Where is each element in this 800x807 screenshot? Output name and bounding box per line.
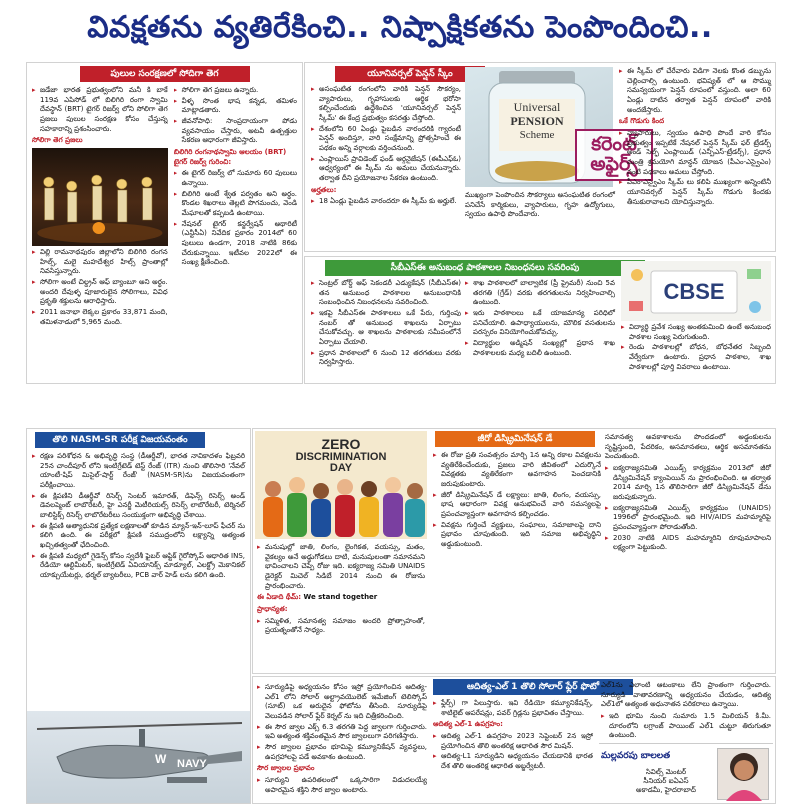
jar-line-2: PENSION	[510, 113, 564, 128]
tiger-article	[26, 62, 303, 384]
zero-point: ▸ ఐక్యరాజ్యసమితి ఎయిడ్స్ కార్యక్రమం 2013లో జీరో డిస్క్రిమినేషన్ క్యాంపెయిన్ ను ప్రారంభించింది. ఆ తర్వాత 2014 మార్చి 1న తొలిసారిగా జీరో డిస్క్రిమినేషన్ డేను జరుపుకున్నారు.	[605, 464, 771, 503]
tribal-dance-illustration	[32, 148, 168, 246]
tiger-point: ▸ నేషనల్ టైగర్ కన్జర్వేషన్ అథారిటీ (ఎన్టీసీఏ) నివేదిక ప్రకారం 2014లో 60 పులులు ఉండగా, 2018 నాటికి 86కు చేరుకున్నాయి. ఇటీవల 2022లో ఈ సంఖ్య క్షీణించింది.	[174, 220, 297, 268]
zero-col-1	[257, 543, 425, 637]
eligibility-text: ▸ 18 ఏండ్లు పైబడిన వారందరూ ఈ స్కీమ్ కు అర్హులే.	[311, 197, 461, 207]
zero-col-3	[605, 433, 771, 554]
aditya-right-para: ఎల్1ను ఎలాంటి ఆటంకాలు లేని ప్రాంతంగా గుర్తించారు. సూర్యుడి వాతావరణాన్ని అధ్యయనం చేయడం, ఆదిత్య ఎల్1లో అత్యంత అధునాతన పరికరాలు ఉన్నాయి.	[601, 681, 771, 709]
pension-below-image: ముఖ్యంగా పెంపొందిన సౌకర్యాలు అసంఘటిత రంగంలో పనిచేసే కార్మికులు, వ్యాపారులు, గృహ ఉద్యోగులు, స్వయం ఉపాధి పొందేవారు.	[465, 191, 615, 219]
nasm-article	[26, 428, 251, 804]
pension-point: ▸ వ్యాపారులు, స్వయం ఉపాధి పొందే వారి కోసం ప్రభుత్వం ఇప్పటికే నేషనల్ పెన్షన్ స్కీమ్ ఫర్ ట్రేడర్స్ అండ్ సెల్ఫ్ ఎంప్లాయిడ్ (ఎన్పీఎస్-ట్రేడర్స్), ప్రధాన మంత్రి శ్రమయోగి మాన్ధన్ యోజన (పీఎం-ఎస్వైఎం) వంటి పథకాలు అమలు చేస్తోంది.	[619, 129, 771, 177]
cbse-point: ▸ విద్యార్థుల అడ్మిషన్ సంఖ్యల్లో ప్రధాన శాఖ పాఠశాలలకు మధ్య బదిలీ ఉంటుంది.	[465, 339, 615, 358]
zero-discrimination-poster	[255, 431, 427, 539]
jar-label	[499, 101, 575, 141]
aditya-point: ▸ ఆదిత్య-L1 సూర్యుడిని అధ్యయనం చేయడానికి భారత దేశ తొలి అంతరిక్ష ఆధారిత అబ్జర్వేటరీ.	[433, 752, 593, 771]
pension-point: ▸ దేశంలోని 60 ఏండ్లు పైబడిన వారందరికి గ్యారంటీ పెన్షన్ అందిస్తూ, వారి సంక్షేమాన్ని ప్రోత్సహించే ఈ పథకం అన్ని వర్గాలకు వర్తించనుంది.	[311, 125, 461, 154]
author-org: సీనియర్ ఐఏఎస్	[643, 777, 689, 786]
pension-col-1	[311, 85, 461, 208]
zero-right-para: సమానత్వ అవకాశాలను పొందడంలో అడ్డంకులను సృష్టిస్తుంది, పేదరికం, అసమానతలు, ఆర్థిక అసమానతను పెంచుతుంది.	[605, 433, 771, 461]
cbse-point: ▸ విద్యార్థి ప్రవేశ సంఖ్య అంతకుమించి ఉంటే అనుబంధ పాఠశాల సంఖ్య పెరుగుతుంది.	[621, 323, 771, 342]
tribal-dance-photo	[32, 148, 168, 246]
pension-point: ▸ ఎంప్లాయిస్ ప్రావిడెంట్ ఫండ్ ఆర్గనైజేషన్ (ఈపీఎఫ్ఓ) ఆధ్వర్యంలో ఈ స్కీమ్ ను అమలు చేయనున్నారు. తర్వాత దీని ప్రయోజనాల సేకరణ ఉంటుంది.	[311, 155, 461, 184]
navy-label: NAVY	[177, 758, 207, 770]
nasm-point: ▸ ఈ క్షిపణిని డీఆర్డీవో రిసెర్చ్ సెంటర్ ఇమారత్, డిఫెన్స్ రిసెర్చ్ అండ్ డెవలప్మెంట్ లాబొరేటరీ, హై ఎనర్జీ మెటీరియల్స్ రిసెర్చ్ లాబొరేటరీ, టెర్మినల్ బాలిస్టిక్స్ రిసెర్చ్ లాబొరేటరీలు సంయుక్తంగా అభివృద్ధి చేశాయి.	[32, 492, 245, 521]
zero-point: ▸ వివక్షను గుర్తించే వ్యక్తులు, సంఘాలు, సమాజాలపై దాని ప్రభావం చూపుతుంది. ఇది సమాజ అభివృద్ధిని అడ్డుకుంటుంది.	[433, 521, 601, 550]
tiger-point: ▸ సోలిగా తెగ ప్రజలు ఉన్నారు.	[174, 86, 297, 96]
cbse-point: ▸ ఇకపై సీబీఎస్ఈ పాఠశాలలు ఒకే పేరు, గుర్తింపు నంబర్ తో అనుబంధ శాఖలను ఏర్పాటు చేసుకోవచ్చు. ఆ శాఖలను పాఠశాలకు సమీపంలోనే ఏర్పాటు చేయాలి.	[311, 309, 461, 348]
cbse-logo-text: CBSE	[663, 279, 725, 304]
navy-helicopter-photo	[27, 711, 251, 803]
zero-point: ▸ సమ్మిళిత, సమానత్వ సమాజం అందరి ప్రోత్సాహంతో, ప్రయత్నంతోనే సాధ్యం.	[257, 617, 425, 636]
pension-col-3	[619, 67, 771, 208]
author-name: మల్లవరపు బాలలత	[601, 751, 671, 761]
poster-line-1: ZERO	[321, 436, 361, 452]
tiger-sub: సోలిగా తెగ ప్రజలు	[32, 136, 83, 145]
pension-col-2	[465, 191, 615, 222]
poster-heading	[255, 437, 427, 475]
aditya-point: ▸ ఫ్లేర్స్) గా పిలుస్తారు. ఇవి రేడియో కమ్యూనికేషన్స్, శాటిలైట్ ఆపరేషన్లు, పవర్ గ్రిడ్లను ప్రభావితం చేస్తాయి.	[433, 699, 593, 718]
pension-point: ▸ పీఎం-ఎస్వైఎం స్కీమ్ లు కలిపి ముఖ్యంగా అన్నింటినీ యూనివర్సల్ పెన్షన్ స్కీమ్ గొడుగు కిందకు తీసుకురావాలని యోచిస్తున్నారు.	[619, 178, 771, 207]
aditya-point: ▸ సూర్యుడిపై అధ్యయనం కోసం ఇస్రో ప్రయోగించిన ఆదిత్య-ఎల్1 లోని సోలార్ అల్ట్రావయొలెట్ ఇమేజింగ్ టెలిస్కోప్ (సూట్) ఒక అరుదైన ఫోటోను తీసింది. సూర్యుడిపై వెలువడిన సోలార్ ఫ్లేర్ కెర్నల్ ను ఇది చిత్రీకరించింది.	[257, 683, 427, 722]
helicopter-illustration	[27, 711, 251, 803]
theme-label: ఈ ఏడాది థీమ్:	[257, 593, 302, 602]
zero-point: ▸ ఐక్యరాజ్యసమితి ఎయిడ్స్ కార్యక్రమం (UNAIDS) 1996లో ప్రారంభమైంది. ఇది HIV/AIDS మహమ్మారిపై ప్రపంచవ్యాప్తంగా పోరాడుతోంది.	[605, 504, 771, 533]
nasm-title: తొలి NASM-SR పరీక్ష విజయవంతం	[35, 432, 205, 448]
aditya-article	[252, 676, 776, 804]
author-portrait	[718, 749, 770, 801]
cbse-point: ▸ ప్రధాన పాఠశాలలో 6 నుంచి 12 తరగతులు వరకు నిర్వహిస్తారు.	[311, 349, 461, 368]
pension-right-sub: ఒకే గొడుగు కింద	[619, 117, 665, 126]
zero-point: ▸ జీరో డిస్క్రిమినేషన్ డే లక్ష్యాలు: జాతి, లింగం, వయస్సు, భాష ఆధారంగా వివక్ష అనుభవించే వారి సమస్యలపై ప్రపంచవ్యాప్తంగా అవగాహన కల్పించడం.	[433, 491, 601, 520]
aditya-col-1	[257, 683, 427, 796]
tiger-col-1	[32, 86, 168, 328]
pension-article	[304, 62, 776, 252]
zero-title: జీరో డిస్క్రిమినేషన్ డే	[435, 431, 595, 447]
theme-value: We stand together	[303, 593, 378, 602]
tiger-point: ▸ వీళ్ళ సొంత భాష కన్నడ, తమిళం మాట్లాడతారు.	[174, 97, 297, 116]
nasm-body	[27, 452, 250, 581]
purpose-label: ప్రాధాన్యత:	[257, 604, 288, 613]
author-city: అకాడమీ, హైదరాబాద్	[636, 786, 696, 795]
tiger-reserve-heading: బిలిగిరి రంగనాథస్వామి ఆలయం (BRT) టైగర్ రిజర్వ్ గురించి:	[173, 147, 287, 166]
cbse-logo-image	[621, 261, 771, 321]
aditya-title: ఆదిత్య-ఎల్ 1 తొలి సోలార్ ఫ్లేర్ ఫొటో	[433, 679, 633, 695]
eligibility-label: అర్హతలు:	[311, 185, 337, 194]
cbse-col-3	[621, 323, 771, 373]
aditya-point: ▸ ఆదిత్య ఎల్-1 ఉపగ్రహం 2023 సెప్టెంబర్ 2న ఇస్రో ప్రయోగించిన తొలి అంతరిక్ష ఆధారిత సౌర మిషన్.	[433, 732, 593, 751]
cbse-title: సీబీఎస్ఈ అనుబంధ పాఠశాలల నిబంధనలు సవరింపు	[325, 260, 645, 276]
aditya-point: ▸ ఈ సౌర జ్వాల ఎక్స్ 6.3 తరగతి పెద్ద జ్వాలగా గుర్తించారు. ఇవి అత్యంత శక్తివంతమైన సౌర జ్వాలలుగా పరిగణిస్తారు.	[257, 723, 427, 742]
tiger-point: ▸ జడేజా భారత ప్రభుత్వంలోని మనీ కి బాకే 119వ ఎపిసోడ్ లో బిలిగిరి రంగా స్వామి దేవస్థాన్ (BRT) టైగర్ రిజర్వ్ లోని సోలిగా తెగ ప్రజలు పులుల సంరక్షణ కోసం చేస్తున్న సహకారాన్ని ప్రశంసించారు.	[32, 86, 168, 134]
tiger-col-2	[174, 86, 297, 328]
poster-line-2: DISCRIMINATION	[295, 450, 387, 463]
author-role: సివిల్స్ మెంటర్	[645, 768, 687, 776]
cbse-point: ▸ రెండు పాఠశాలల్లో బోధన, బోధనేతర సిబ్బంది వేర్వేరుగా ఉంటారు. ప్రధాన పాఠశాల, శాఖ పాఠశాలల్లో పూర్తి వివరాలు ఉంటాయి.	[621, 343, 771, 372]
nasm-point: ▸ ఈ క్షిపణి అత్యాధునిక ప్రత్యేక లక్షణాలతో కూడిన మ్యాన్-ఇన్-లూప్ ఫీచర్ ను కలిగి ఉంది. ఈ పరీక్షలో క్షిపణి సముద్రంలోని లక్ష్యాన్ని అత్యంత ఖచ్చితత్వంతో ఛేదించింది.	[32, 522, 245, 551]
cbse-point: ▸ ఇరు పాఠశాలలు ఒకే యాజమాన్య పరిధిలో పనిచేయాలి. ఉపాధ్యాయులను, మౌలిక వసతులను పరస్పరం వినియోగించుకోవచ్చు.	[465, 309, 615, 338]
jar-line-1: Universal	[513, 100, 561, 114]
tiger-point: ▸ విల్లి రామనాథపురం జిల్లాలోని బిలిగిరి రంగన హిల్స్, మలై మహదేశ్వర హిల్స్ ప్రాంతాల్లో నివసిస్తున్నారు.	[32, 248, 168, 277]
zero-point: ▸ ఈ రోజు ప్రతి సంవత్సరం మార్చి 1న అన్ని రకాల వివక్షలను వ్యతిరేకించేందుకు, ప్రజలు వారి జీవితంలో ఎదుర్కొనే వివక్షతకు వ్యతిరేకంగా అవగాహన పెంచడానికి జరుపుకుంటారు.	[433, 451, 601, 490]
cbse-article	[304, 256, 776, 384]
tail-letter: W	[155, 752, 167, 766]
cbse-col-2	[465, 279, 615, 359]
aditya-col-3	[601, 681, 771, 742]
tiger-point: ▸ ఈ టైగర్ రిజర్వ్ లో సుమారు 60 పులులు ఉన్నాయి.	[174, 169, 297, 188]
pension-point: ▸ ఈ స్కీమ్ లో చేరేవారు విడిగా నెలకు కొంత డబ్బును చెల్లించాల్సి ఉంటుంది. భవిష్యత్ లో ఆ సొమ్ము సమన్వయంగా పెన్షన్ రూపంలో వస్తుంది. అలా 60 ఏండ్లు దాటిన తర్వాత పెన్షన్ రూపంలో వారికి అందజేస్తారు.	[619, 67, 771, 115]
tiger-point: ▸ సోలిగా అంటే చిల్డ్రన్ ఆఫ్ బ్యాంబూ అని అర్థం. అందరి దేవుళ్ళ పూజారులైన సోలిగాలు, వివిధ ప్రకృతి శక్తులను ఆరాధిస్తారు.	[32, 278, 168, 307]
poster-line-3: DAY	[329, 462, 353, 475]
tiger-title: పులుల సంరక్షణలో సోదిగా తెగ	[80, 66, 250, 82]
aditya-col-2	[433, 699, 593, 773]
author-photo	[717, 748, 769, 800]
aditya-point: ▸ ఇది భూమి నుంచి సుమారు 1.5 మిలియన్ కి.మీ. దూరంలోని లగ్రాంజ్ పాయింట్ ఎల్1 చుట్టూ తిరుగుతూ ఉంటుంది.	[601, 712, 771, 741]
aditya-col2-sub: ఆదిత్య ఎల్-1 ఉపగ్రహం:	[433, 720, 503, 729]
tiger-point: ▸ 2011 జనాభా లెక్కల ప్రకారం 33,871 మంది, తమిళనాడులో 5,965 మంది.	[32, 308, 168, 327]
page-headline: వివక్షతను వ్యతిరేకించి.. నిష్పాక్షికతను పెంపొందించి..	[87, 10, 713, 46]
aditya-point: ▸ సౌర జ్వాలల ప్రభావం భూమిపై కమ్యూనికేషన్ వ్యవస్థలు, ఉపగ్రహాలపై పడే అవకాశం ఉంటుంది.	[257, 743, 427, 762]
zero-discrimination-article	[252, 428, 776, 674]
cbse-point: ▸ శాఖ పాఠశాలలో బాల్వాటిక (ప్రీ ప్రైమరీ) నుంచి 5వ తరగతి (గ్రేడ్) వరకు తరగతులను నిర్వహించాల్సి ఉంటుంది.	[465, 279, 615, 308]
zero-col-2	[433, 451, 601, 551]
pension-point: ▸ అసంఘటిత రంగంలోని వారికి పెన్షన్ సౌకర్యం, వ్యాపారులు, గృహాసులకు ఆర్థిక భరోసా కల్పించేందుకు ఉద్దేశించిన 'యూనివర్సల్ పెన్షన్ స్కీమ్' ఈ కేంద్ర ప్రభుత్వం కసరత్తు చేస్తోంది.	[311, 85, 461, 124]
zero-point: ▸ 2030 నాటికి AIDS మహమ్మారిని రూపుమాపాలని లక్ష్యంగా పెట్టుకుంది.	[605, 534, 771, 553]
nasm-point: ▸ రక్షణ పరిశోధన & అభివృద్ధి సంస్థ (డీఆర్డీవో), భారత నావికాదళం ఫిబ్రవరి 25న చాందీపూర్ లోని ఇంటిగ్రేటెడ్ టెస్ట్ రేంజ్ (ITR) నుంచి తొలిసారి 'నేవల్ యాంటీ-షిప్ మిసైల్-షార్ట్ రేంజ్' (NASM-SR)ను విజయవంతంగా పరీక్షించాయి.	[32, 452, 245, 491]
tiger-point: ▸ జీవనోపాధి: సాంప్రదాయంగా పోడు వ్యవసాయం చేస్తారు, అటవీ ఉత్పత్తుల సేకరణ ఆధారంగా జీవిస్తారు.	[174, 117, 297, 146]
tiger-point: ▸ బిలిగిరి అంటే శ్వేత పర్వతం అని అర్థం. కొండల శిఖరాలు తెల్లటి పొగమంచు, వెండి మేఘాలతో కప్పబడి ఉంటాయి.	[174, 190, 297, 219]
author-details	[621, 768, 711, 795]
pension-title: యూనివర్సల్ పెన్షన్ స్కీం	[335, 66, 485, 82]
nasm-point: ▸ ఈ క్షిపణి మధ్యలో గైడెన్స్ కోసం స్వదేశీ ఫైబర్ ఆప్టిక్ గైరోస్కోప్ ఆధారిత INS, రేడియో ఆల్టిమీటర్, ఇంటిగ్రేటెడ్ ఏవియానిక్స్ మాడ్యూల్, ఎలక్ట్రో మెకానికల్ యాక్చుయేటర్లు, థర్మల్ బ్యాటరీలు, PCB వార్ హెడ్ లను కలిగి ఉంది.	[32, 552, 245, 581]
theme-line	[257, 593, 425, 603]
cbse-col-1	[311, 279, 461, 369]
aditya-sub: సౌర జ్వాలల ప్రభావం	[257, 764, 315, 773]
cbse-point: ▸ సెంట్రల్ బోర్డ్ ఆఫ్ సెకండరీ ఎడ్యుకేషన్ (సీబీఎస్ఈ) తన అనుబంధ పాఠశాలల అనుబంధానికి సంబంధించిన నిబంధనలను సవరించింది.	[311, 279, 461, 308]
tag-line-1: కరెంట్	[591, 133, 637, 155]
author-card	[599, 743, 773, 801]
jar-line-3: Scheme	[519, 128, 555, 141]
tag-line-2: అఫైర్స్	[590, 152, 638, 175]
zero-point: ▸ మనుషుల్లో జాతి, లింగం, లైంగికత, వయస్సు, మతం, వైకల్యం అనే అడ్డుగోడలు దాటి, మనుషులంతా సమానమని భావించాలని చెప్పే రోజు ఇది. ఐక్యరాజ్య సమితి UNAIDS డైరెక్టర్ మిచెల్ సిడిబే 2014 నుంచి ఈ రోజును ప్రారంభించారు.	[257, 543, 425, 591]
aditya-point: ▸ సూర్యుని ఉపరితలంలో ఒక్కసారిగా విడుదలయ్యే అపారమైన శక్తిని సౌర జ్వాల అంటారు.	[257, 776, 427, 795]
